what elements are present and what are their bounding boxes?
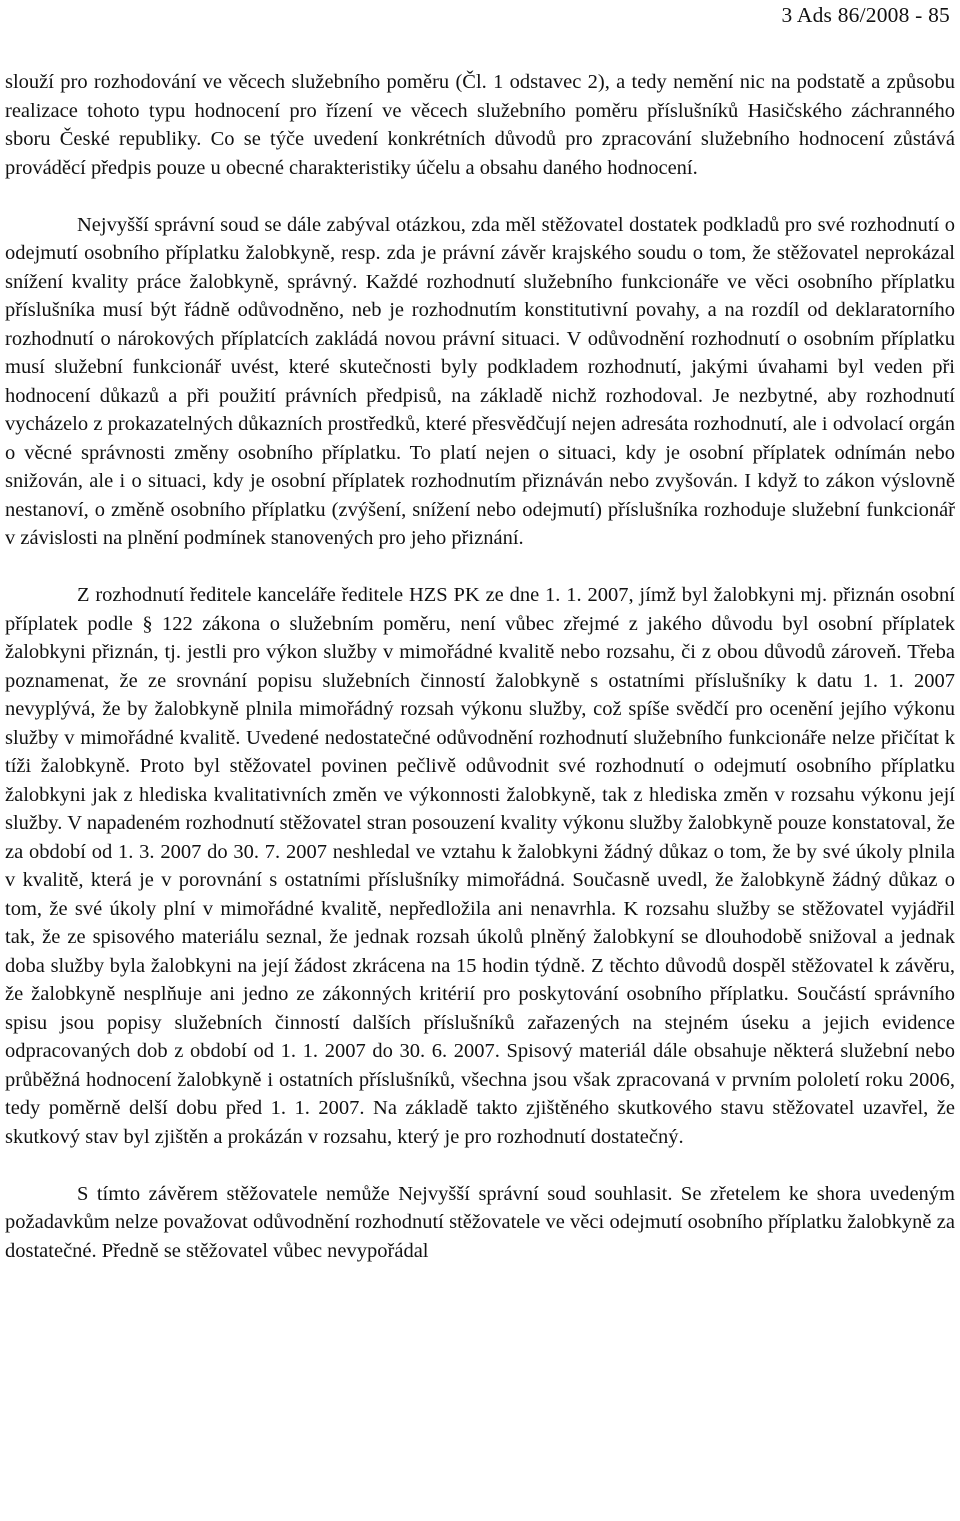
paragraph-1: slouží pro rozhodování ve věcech služebního poměru (Čl. 1 odstavec 2), a tedy nemění nic na podstatě a způsobu realizace tohoto typu hodnocení pro řízení ve věcech služebního poměru příslušníků Hasičského záchranného sboru České republiky. Co se týče uvedení konkrétních důvodů pro zpracování služebního hodnocení zůstává prováděcí předpis pouze u obecné charakteristiky účelu a obsahu daného hodnocení. (5, 71, 955, 179)
paragraph-2: Nejvyšší správní soud se dále zabýval otázkou, zda měl stěžovatel dostatek podkladů pro své rozhodnutí o odejmutí osobního příplatku žalobkyně, resp. zda je právní závěr krajského soudu o tom, že stěžovatel neprokázal snížení kvality práce žalobkyně, správný. Každé rozhodnutí služebního funkcionáře ve věci osobního příplatku příslušníka musí být řádně odůvodněno, neb je rozhodnutím konstitutivní povahy, a na rozdíl od deklaratorního rozhodnutí o nárokových příplatcích zakládá novou právní situaci. V odůvodnění rozhodnutí o osobním příplatku musí služební funkcionář uvést, které skutečnosti byly podkladem rozhodnutí, jakými úvahami byl veden při hodnocení důkazů a při použití právních předpisů, na základě nichž rozhodoval. Je nezbytné, aby rozhodnutí vycházelo z prokazatelných důkazních prostředků, které přesvědčují nejen adresáta rozhodnutí, ale i odvolací orgán o věcné správnosti změny osobního příplatku. To platí nejen o situaci, kdy je osobní příplatek odnímán nebo snižován, ale i o situaci, kdy je osobní příplatek rozhodnutím přiznáván nebo zvyšován. I když to zákon výslovně nestanoví, o změně osobního příplatku (zvýšení, snížení nebo odejmutí) příslušníka rozhoduje služební funkcionář v závislosti na plnění podmínek stanovených pro jeho přiznání. (5, 213, 955, 549)
paragraph-spacer (5, 553, 955, 582)
document-body (5, 68, 955, 1265)
page-header-case-reference: 3 Ads 86/2008 - 85 (781, 3, 950, 27)
paragraph-3: Z rozhodnutí ředitele kanceláře ředitele HZS PK ze dne 1. 1. 2007, jímž byl žalobkyni mj. přiznán osobní příplatek podle § 122 zákona o služebním poměru, není vůbec zřejmé z jakého důvodu byl osobní příplatek žalobkyni přiznán, tj. jestli pro výkon služby v mimořádné kvalitě nebo rozsahu, či z obou důvodů zároveň. Třeba poznamenat, že ze srovnání popisu služebních činností žalobkyně s ostatními příslušníky k datu 1. 1. 2007 nevyplývá, že by žalobkyně plnila mimořádný rozsah výkonu služby, což spíše svědčí pro ocenění jejího výkonu služby v mimořádné kvalitě. Uvedené nedostatečné odůvodnění rozhodnutí služebního funkcionáře nelze přičítat k tíži žalobkyně. Proto byl stěžovatel povinen pečlivě odůvodnit své rozhodnutí o odejmutí osobního příplatku žalobkyni jak z hlediska kvalitativních změn ve výkonnosti žalobkyně, tak z hlediska změn v rozsahu výkonu její služby. V napadeném rozhodnutí stěžovatel stran posouzení kvality výkonu služby žalobkyně pouze konstatoval, že za období od 1. 3. 2007 do 30. 7. 2007 neshledal ve vztahu k žalobkyni žádný důkaz o tom, že by své úkoly plnila v kvalitě, která je v porovnání s ostatními příslušníky mimořádná. Současně uvedl, že žalobkyně žádný důkaz o tom, že své úkoly plní v mimořádné kvalitě, nepředložila ani nenavrhla. K rozsahu služby se stěžovatel vyjádřil tak, že ze spisového materiálu seznal, že jednak rozsah úkolů plněný žalobkyní se dlouhodobě snižoval a jednak doba služby byla žalobkyni na její žádost zkrácena na 15 hodin týdně. Z těchto důvodů dospěl stěžovatel k závěru, že žalobkyně nesplňuje ani jedno ze zákonných kritérií pro poskytování osobního příplatku. Součástí správního spisu jsou popisy služebních činností dalších příslušníků zařazených na stejném úseku a jejich evidence odpracovaných dob z období od 1. 1. 2007 do 30. 6. 2007. Spisový materiál dále obsahuje některá služební nebo průběžná hodnocení žalobkyně i ostatních příslušníků, všechna jsou však zpracovaná v prvním pololetí roku 2006, tedy poměrně delší dobu před 1. 1. 2007. Na základě takto zjištěného skutkového stavu stěžovatel uzavřel, že skutkový stav byl zjištěn a prokázán v rozsahu, který je pro rozhodnutí dostatečný. (5, 584, 955, 1148)
paragraph-4: S tímto závěrem stěžovatele nemůže Nejvyšší správní soud souhlasit. Se zřetelem ke shora uvedeným požadavkům nelze považovat odůvodnění rozhodnutí stěžovatele ve věci odejmutí osobního příplatku žalobkyně za dostatečné. Předně se stěžovatel vůbec nevypořádal (5, 1182, 955, 1262)
paragraph-spacer (5, 1151, 955, 1180)
paragraph-spacer (5, 182, 955, 211)
